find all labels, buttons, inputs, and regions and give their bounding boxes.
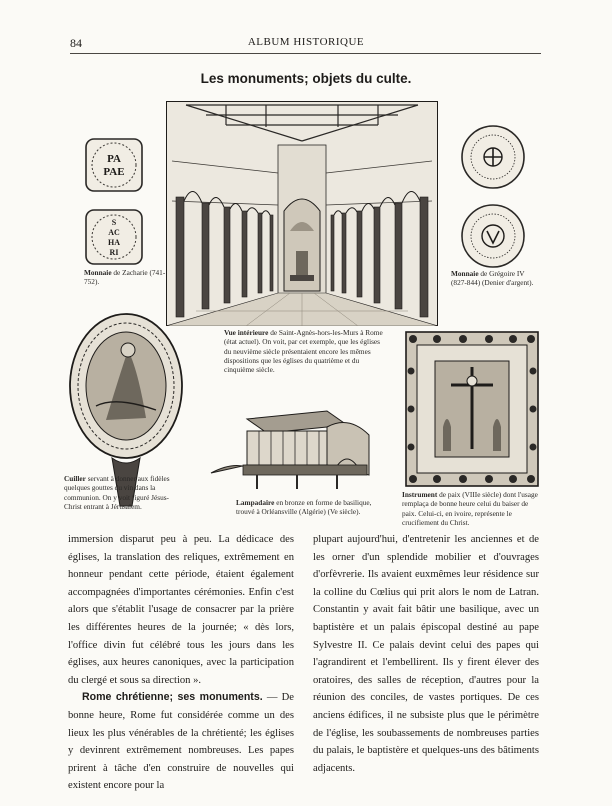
page-number: 84 bbox=[70, 36, 82, 50]
subhead-rome: Rome chrétienne; ses monuments. bbox=[82, 691, 263, 704]
paragraph-rome bbox=[68, 689, 294, 795]
caption-interior-title: Vue intérieure bbox=[224, 328, 269, 337]
basilica-interior-engraving bbox=[166, 101, 438, 326]
caption-gregoire bbox=[451, 269, 541, 288]
caption-pax-title: Instrument bbox=[402, 490, 438, 499]
caption-zacharie-text: de Zacharie (741-752). bbox=[84, 268, 166, 287]
coin-legend-line-2: PAE bbox=[103, 166, 125, 178]
gregoire-coin-reverse bbox=[458, 203, 528, 269]
caption-spoon-text: servant à donner aux fidèles quelques gouttes du vin dans la communion. On y voit figuré Jésus-Christ entrant à Jérusalem. bbox=[64, 474, 170, 511]
caption-pax bbox=[402, 490, 542, 527]
caption-zacharie bbox=[84, 268, 166, 287]
zacharie-coin-reverse bbox=[84, 208, 144, 266]
caption-interior bbox=[224, 328, 384, 374]
paragraph-dedicace: immersion disparut peu à peu. La dédicace des églises, la translation des reliques, extrêmement en honneur pendant cette période, étaient également accompagnées d'importantes cérémonies. Enfin c'est alors que s'établit l'usage de consacrer par la prière les différentes heures de la journée; « dès lors, l'office divin fut célébré tous les jours dans les églises, aux heures canoniques, avec la participation du clergé et sous sa direction ». bbox=[68, 534, 294, 686]
caption-lamp bbox=[236, 498, 376, 517]
paragraph-rome-text: — De bonne heure, Rome fut considérée comme un des lieux les plus vénérables de la chrétienté; les églises y devinrent extrêmement nombreuses. Les papes prirent à tâche d'en construire de nouvelles qui existent encore pour la bbox=[68, 692, 294, 792]
caption-spoon bbox=[64, 474, 182, 511]
header-rule bbox=[70, 53, 541, 54]
caption-lamp-text: en bronze en forme de basilique, trouvé à Orléansville (Algérie) (Ve siècle). bbox=[236, 498, 372, 517]
caption-interior-text: de Saint-Agnès-hors-les-Murs à Rome (état actuel). On voit, par cet exemple, que les églises du neuvième siècle présentaient encore les mêmes dispositions que les églises du quatrième et du cinquième siècle. bbox=[224, 328, 383, 375]
running-title: ALBUM HISTORIQUE bbox=[247, 36, 365, 48]
coin-reverse-line-2: AC bbox=[108, 228, 120, 237]
coin-reverse-line-3: HA bbox=[108, 238, 120, 247]
body-column-right bbox=[313, 531, 539, 777]
caption-lamp-title: Lampadaire bbox=[236, 498, 275, 507]
gregoire-coin-obverse bbox=[460, 124, 526, 190]
caption-spoon-title: Cuiller bbox=[64, 474, 86, 483]
coin-reverse-line-4: RI bbox=[109, 248, 119, 257]
basilica-lamp-engraving bbox=[207, 405, 373, 495]
section-title: Les monuments; objets du culte. bbox=[200, 71, 412, 86]
coin-reverse-line-1: S bbox=[111, 218, 117, 227]
caption-zacharie-title: Monnaie bbox=[84, 268, 112, 277]
paragraph-latran: plupart aujourd'hui, d'entretenir les anciennes et de les orner d'un splendide mobilier et d'ouvrages d'orfèvrerie. Ils avaient euxmêmes leur résidence sur la colline du Cœlius qui prit alors le nom de Latran. Constantin y avait fait bâtir une basilique, avec un baptistère et un palais épiscopal destiné au pape Sylvestre II. Ce palais devint celui des papes qui l'agrandirent et l'embellirent. Ils y firent élever des oratoires, des salles de réception, d'autres pour la réunion des conciles, de vastes portiques. De ces anciens édifices, il ne subsiste plus que le périmètre de l'église, les soubassements de nombreuses parties du palais, le baptistère et quelques-uns des bâtiments adjacents. bbox=[313, 534, 539, 774]
coin-legend-line-1: PA bbox=[107, 153, 121, 165]
body-column-left bbox=[68, 531, 294, 795]
caption-gregoire-text: de Grégoire IV (827-844) (Denier d'argent). bbox=[451, 269, 534, 288]
zacharie-coin-obverse bbox=[84, 137, 144, 193]
caption-gregoire-title: Monnaie bbox=[451, 269, 479, 278]
pax-instrument-engraving bbox=[405, 331, 539, 487]
caption-pax-text: de paix (VIIIe siècle) dont l'usage remplaça de bonne heure celui du baiser de paix. Celui-ci, en ivoire, représente le crucifiement du Christ. bbox=[402, 490, 538, 527]
